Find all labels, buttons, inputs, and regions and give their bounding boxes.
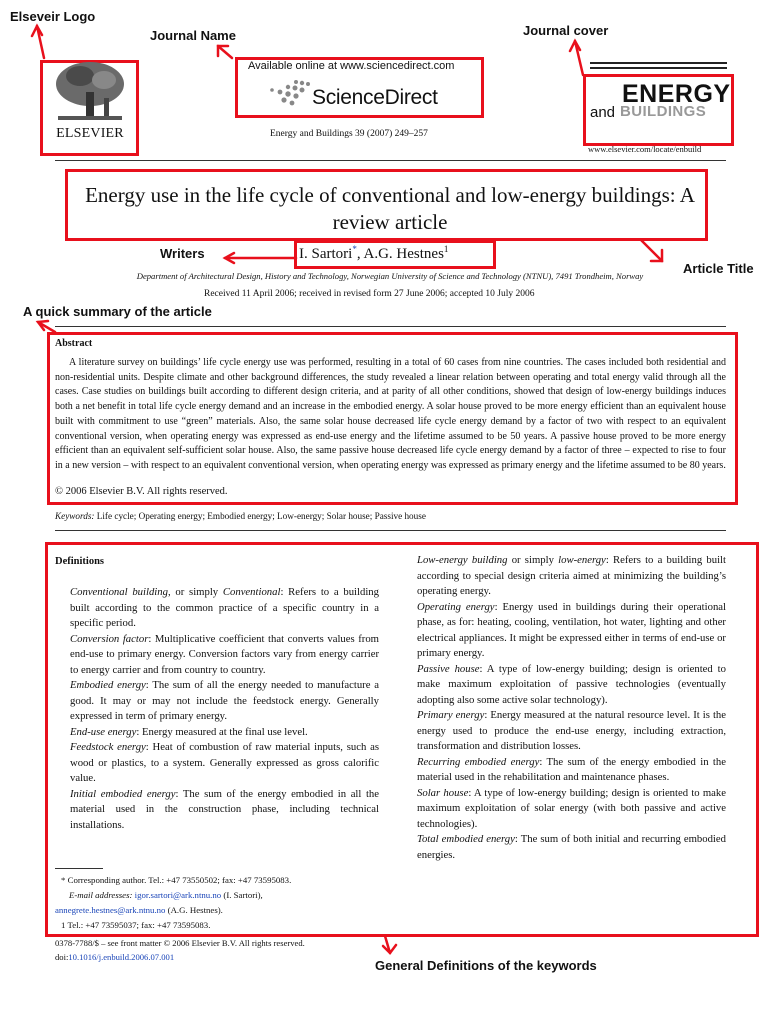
definition-item xyxy=(70,740,379,787)
publication-meta xyxy=(55,937,305,964)
sciencedirect-dots-icon xyxy=(266,78,316,108)
definition-term: Low-energy building xyxy=(417,554,508,566)
definition-text: : The sum of both initial and recurring embodied energies. xyxy=(417,833,726,861)
elsevier-wordmark: ELSEVIER xyxy=(56,126,124,141)
cover-buildings-title: BUILDINGS xyxy=(620,103,707,120)
keywords-label: Keywords: xyxy=(55,511,95,521)
author-2-footnote-mark: 1 xyxy=(443,244,449,254)
journal-citation: Energy and Buildings 39 (2007) 249–257 xyxy=(270,129,428,139)
definition-term: Operating energy xyxy=(417,600,495,613)
definition-term: End-use energy xyxy=(70,725,137,738)
definition-text: : Refers to a building built according to special design criteria aimed at minimizing the building’s operating energy. xyxy=(417,554,726,597)
definition-text: : The sum of the energy embodied in all the material used in the construction phase, including technical installations. xyxy=(70,787,380,831)
cover-energy-title: ENERGY xyxy=(622,80,731,108)
doi-link[interactable]: 10.1016/j.enbuild.2006.07.001 xyxy=(68,951,175,962)
received-dates: Received 11 April 2006; received in revised form 27 June 2006; accepted 10 July 2006 xyxy=(204,289,535,299)
author-affiliation: Department of Architectural Design, History and Technology, Norwegian University of Science and Technology (NTNU), 7491 Trondheim, Norway xyxy=(136,271,644,281)
footnote-divider xyxy=(55,868,103,869)
definition-term: Solar house xyxy=(417,786,469,799)
author-1-footnote-mark[interactable]: * xyxy=(352,244,357,254)
definition-term-alt: low-energy xyxy=(558,554,606,566)
email-link-sartori[interactable]: igor.sartori@ark.ntnu.no xyxy=(134,890,222,900)
definition-item xyxy=(417,755,726,786)
definition-item xyxy=(70,787,379,834)
definition-term: Recurring embodied energy xyxy=(417,755,540,768)
abstract-bottom-divider xyxy=(55,530,726,531)
abstract-copyright: © 2006 Elsevier B.V. All rights reserved. xyxy=(55,486,228,497)
email-link-hestnes[interactable]: annegrete.hestnes@ark.ntnu.no xyxy=(55,905,166,915)
definition-text: : Heat of combustion of raw material inputs, such as wood or plastics, to a system. Generally expressed as gross calorific value. xyxy=(70,741,380,784)
definition-text: : Refers to a building built according to the common practice of a specific country in a specific period. xyxy=(70,586,379,629)
email-owner: (I. Sartori), xyxy=(221,890,263,900)
header-divider xyxy=(55,160,726,161)
author-separator: , xyxy=(356,246,364,262)
definition-item xyxy=(70,678,379,725)
issn-line: 0378-7788/$ – see front matter © 2006 Elsevier B.V. All rights reserved. xyxy=(55,938,305,948)
definition-item xyxy=(417,786,726,833)
annotation-journal-name: Journal Name xyxy=(150,28,236,43)
definition-term-alt: Conventional xyxy=(222,586,281,598)
definition-item xyxy=(70,632,379,679)
definition-term: Embodied energy xyxy=(70,679,146,691)
annotation-definitions: General Definitions of the keywords xyxy=(375,958,597,973)
email-label: E-mail addresses: xyxy=(69,890,133,900)
definition-text: : Energy measured at the natural resource level. It is the energy used to produce the end-use energy, including extraction, transformation and distribution losses. xyxy=(417,709,726,752)
email-line-2 xyxy=(55,903,291,918)
abstract-heading: Abstract xyxy=(55,338,93,349)
definition-item xyxy=(417,708,726,755)
doi-line xyxy=(55,951,305,965)
keywords-line xyxy=(55,511,426,521)
definitions-right-column xyxy=(417,553,726,863)
corresponding-author-note: * Corresponding author. Tel.: +47 73550502; fax: +47 73595083. xyxy=(61,875,292,885)
definition-item xyxy=(417,553,726,600)
definition-text: : A type of low-energy building; design is oriented to make maximum exploitation of solar energy (with both passive and active technologies). xyxy=(417,786,727,830)
cover-and-text: and xyxy=(590,104,616,121)
definition-item xyxy=(417,600,726,662)
definition-item xyxy=(70,725,379,741)
definition-term: Initial embodied energy xyxy=(70,787,176,800)
definitions-left-column xyxy=(70,585,379,833)
definition-term: Passive house xyxy=(417,662,480,675)
definition-term: Primary energy xyxy=(417,709,485,721)
article-title: Energy use in the life cycle of conventional and low-energy buildings: A review article xyxy=(85,183,695,234)
definition-sep: , or simply xyxy=(167,586,223,598)
journal-url[interactable]: www.elsevier.com/locate/enbuild xyxy=(588,144,702,154)
cover-rule-top xyxy=(590,62,727,64)
annotation-writers: Writers xyxy=(160,246,205,261)
author-1: I. Sartori xyxy=(299,246,353,262)
definition-term: Feedstock energy xyxy=(70,741,146,753)
annotation-article-title: Article Title xyxy=(683,261,754,276)
definition-item xyxy=(417,832,726,863)
annotation-journal-cover: Journal cover xyxy=(523,23,609,38)
definition-text: : Multiplicative coefficient that converts values from end-use to primary energy. Conversion factors vary from energy carrier to energy carrier and from country to country. xyxy=(70,632,379,676)
definition-text: : The sum of all the energy needed to manufacture a good. It may or may not include the feedstock energy. Generally expressed in term of primary energy. xyxy=(70,679,379,722)
abstract-body: A literature survey on buildings’ life cycle energy use was performed, resulting in a total of 60 cases from nine countries. The cases included both residential and non-residential units. Despite climate and other background differences, the study revealed a linear relation between operating and total energy valid through all the cases. Case studies on buildings built according to different design criteria, and at parity of all other conditions, showed that design of low-energy buildings induces both a net benefit in total life cycle energy demand and an increase in the embodied energy. A solar house proved to be more energy efficient than an equivalent house built with commitment to use “green” materials. Also, the same solar house decreased life cycle energy demand by a factor of two with respect to an equivalent conventional version, when operating energy was expressed as end-use energy and the lifetime assumed to be 50 years. A passive house proved to be more energy efficient than an equivalent self-sufficient solar house. Also, the same passive house decreased life cycle energy demand by a factor of three – expected to rise to four in a new version – with respect to an equivalent conventional version, when operating energy was expressed as primary energy and the lifetime assumed to be 80 years. xyxy=(55,357,726,471)
sciencedirect-logo: ScienceDirect xyxy=(312,86,438,109)
abstract-top-divider xyxy=(55,326,726,327)
footnotes xyxy=(55,873,291,933)
definitions-heading: Definitions xyxy=(55,556,105,567)
elsevier-tree-logo xyxy=(50,58,130,122)
cover-rule-second xyxy=(590,67,727,69)
article-authors xyxy=(299,244,448,263)
definition-sep: or simply xyxy=(507,554,559,566)
definition-item xyxy=(417,662,726,709)
definition-term: Conversion factor xyxy=(70,632,149,645)
definition-item xyxy=(70,585,379,632)
author-2: A.G. Hestnes xyxy=(363,246,444,262)
email-owner: (A.G. Hestnes). xyxy=(165,905,223,915)
definition-text: : A type of low-energy building; design is oriented to make maximum exploitation of passive technologies (eventually adopting also some active solar technology). xyxy=(417,662,726,706)
keywords-list: Life cycle; Operating energy; Embodied energy; Low-energy; Solar house; Passive house xyxy=(96,511,426,521)
available-online-text: Available online at www.sciencedirect.com xyxy=(248,60,455,72)
doi-label: doi: xyxy=(55,951,69,962)
annotation-elsevier-logo: Elseveir Logo xyxy=(10,9,96,24)
footnote-1: 1 Tel.: +47 73595037; fax: +47 73595083. xyxy=(61,920,211,930)
annotation-summary: A quick summary of the article xyxy=(23,304,212,319)
definition-text: : The sum of the energy embodied in the material used in the rehabilitation and maintenance phases. xyxy=(417,755,726,783)
definition-term: Total embodied energy xyxy=(417,833,515,845)
definition-term: Conventional building xyxy=(70,586,168,598)
definition-text: : Energy used in buildings during their operational phase, as for: heating, cooling, ventilation, hot water, lighting and other electrical appliances. It might be expressed either in terms of end-use or primary energy. xyxy=(417,600,727,659)
definition-text: : Energy measured at the final use level. xyxy=(136,725,308,738)
email-line xyxy=(55,888,291,903)
